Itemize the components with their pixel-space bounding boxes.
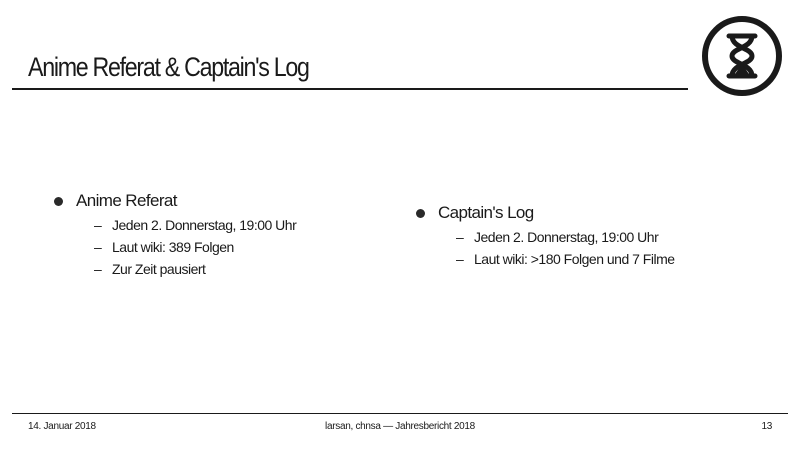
dash-icon: – xyxy=(94,261,102,277)
list-item-text: Jeden 2. Donnerstag, 19:00 Uhr xyxy=(112,217,297,233)
bullet-item xyxy=(416,202,675,224)
page-title: Anime Referat & Captain's Log xyxy=(28,52,309,82)
column-captains-log xyxy=(416,202,675,270)
list-item-text: Zur Zeit pausiert xyxy=(112,261,206,277)
bullet-dot-icon xyxy=(416,209,425,218)
footer-authors: larsan, chnsa — Jahresbericht 2018 xyxy=(325,421,475,432)
list-item-text: Laut wiki: 389 Folgen xyxy=(112,239,234,255)
column-anime-referat xyxy=(54,190,296,280)
title-underline xyxy=(12,88,688,90)
dash-icon: – xyxy=(94,239,102,255)
bullet-item xyxy=(54,190,296,212)
sub-list xyxy=(416,226,675,270)
list-item xyxy=(94,236,296,258)
footer-divider xyxy=(12,413,788,414)
bullet-heading: Anime Referat xyxy=(76,191,177,210)
list-item xyxy=(94,214,296,236)
dash-icon: – xyxy=(456,229,464,245)
dash-icon: – xyxy=(456,251,464,267)
footer-date: 14. Januar 2018 xyxy=(28,421,96,432)
list-item xyxy=(456,226,675,248)
bullet-dot-icon xyxy=(54,197,63,206)
page-number: 13 xyxy=(761,421,772,432)
bullet-heading: Captain's Log xyxy=(438,203,534,222)
list-item-text: Laut wiki: >180 Folgen und 7 Filme xyxy=(474,251,675,267)
list-item-text: Jeden 2. Donnerstag, 19:00 Uhr xyxy=(474,229,659,245)
hourglass-logo-icon xyxy=(700,14,784,98)
list-item xyxy=(94,258,296,280)
sub-list xyxy=(54,214,296,280)
list-item xyxy=(456,248,675,270)
dash-icon: – xyxy=(94,217,102,233)
